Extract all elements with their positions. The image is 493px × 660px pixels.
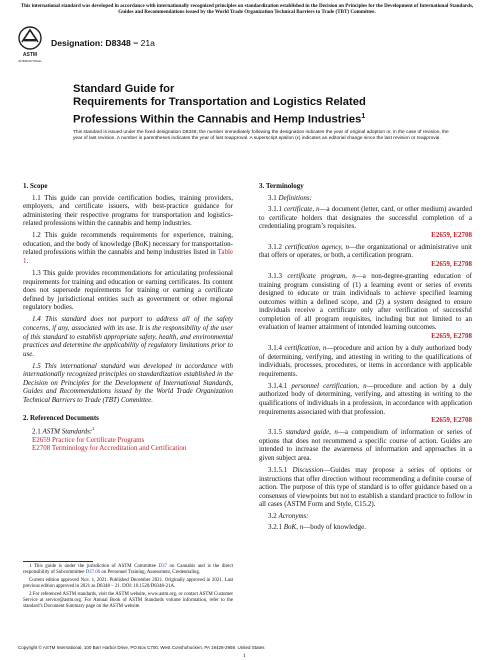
term-personnel-certification-ref[interactable]: E2659, E2708 — [431, 416, 472, 425]
term-certification-agency: 3.1.2 certification agency, n—the organizational or administrative unit that offers or operates, or both, a certification program. — [259, 242, 473, 260]
ref-link-e2659[interactable]: E2659 — [32, 435, 51, 444]
term-personnel-certification: 3.1.4.1 personnel certification, n—procedure and action by a duly authorized body of determining, verifying, and attesting in writing to the qualifications of individuals in a profession, in accordance with application requirements associated with that profession. — [259, 381, 473, 416]
footnote-rule — [23, 561, 93, 562]
scope-1-4: 1.4 This standard does not purport to address all of the safety concerns, if any, associated with its use. It is the responsibility of the user of this standard to establish appropriate safety, health, and environmental practices and determine the applicability of regulatory limitations prior to use. — [23, 315, 233, 358]
term-certification-agency-ref[interactable]: E2659, E2708 — [431, 259, 472, 268]
acronyms-3-2: 3.2 Acronyms: — [268, 512, 309, 521]
issued-note: This standard is issued under the fixed designation D8348; the number immediately following the designation indicates the year of original adoption or, in the case of revision, the year of last revision. A number in parentheses indicates the year of last reapproval. A superscript epsilon (ε) indicates an editorial change since the last revision or reapproval. — [73, 130, 449, 142]
scope-1-2: 1.2 This guide recommends requirements for experience, training, education, and the body of knowledge (BoK) necessary for transportation-related professions within the cannabis and hemp industries listed in Table 1. — [23, 231, 233, 265]
term-certification: 3.1.4 certification, n—procedure and action by a duly authorized body of determining, verifying, and attesting in writing to the qualifications of individuals, processes, procedures, or items in accordance with applicable requirements. — [259, 344, 473, 378]
footnote-1: 1 This guide is under the jurisdiction of ASTM Committee D37 on Cannabis and is the direct responsibility of Subcommittee D37.06 on Personnel Training, Assessment, Credentialing. — [23, 564, 233, 575]
title-line-1: Standard Guide for — [73, 83, 175, 95]
designation-year: 21a — [140, 38, 155, 48]
term-certificate-program-ref[interactable]: E2659, E2708 — [431, 331, 472, 340]
wto-notice: This international standard was developed in accordance with internationally recognized principles on standardization established in the Decision on Principles for the Development of International Standards, Guides and Recommendations issued by the World Trade Organization Technical Barriers to Trade (TBT) Committee. — [20, 3, 474, 16]
ref-item-e2708: E2708 Terminology for Accreditation and Certification — [32, 444, 187, 453]
copyright-footer: Copyright © ASTM International, 100 Barr Harbor Drive, PO Box C700, West Conshohocken, PA 19428-2959. United States — [18, 645, 265, 650]
designation — [51, 38, 155, 48]
term-certificate: 3.1.1 certificate, n—a document (letter, card, or other medium) awarded to certificate holders that designates the successful completion of a credentialing program’s requisites. — [259, 205, 472, 231]
referenced-heading: 2. Referenced Documents — [23, 413, 99, 422]
designation-label: Designation: D8348 — [51, 38, 131, 48]
right-column — [259, 182, 472, 531]
d37-06-link[interactable]: D37.06 — [85, 570, 101, 575]
footnote-1-edition: Current edition approved Nov. 1, 2021. Published December 2021. Originally approved in 2021. Last previous edition approved in 2021 as D8348 – 21. DOI: 10.1520/D8348-21A. — [23, 578, 233, 589]
left-column — [23, 182, 233, 453]
logo-subtext: INTERNATIONAL — [18, 59, 42, 63]
document-title — [73, 83, 453, 127]
astm-international-logo — [18, 26, 42, 64]
ref-item-e2659: E2659 Practice for Certificate Programs — [32, 435, 145, 444]
scope-1-5: 1.5 This international standard was developed in accordance with internationally recognized principles on standardization established in the Decision on Principles for the Development of International Standards, Guides and Recommendations issued by the World Trade Organization Technical Barriers to Trade (TBT) Committee. — [23, 361, 233, 404]
page-number: 1 — [243, 653, 246, 659]
scope-1-3: 1.3 This guide provides recommendations for articulating professional requirements for training and education or earning certificates. Its content does not supersede requirements for training or earning a certificate defined by jurisdictional entities such as government or other regional regulatory bodies. — [23, 269, 233, 312]
designation-sep: − — [130, 38, 141, 48]
table-1-link[interactable]: Table 1 — [23, 248, 233, 265]
footnote-2: 2 For referenced ASTM standards, visit the ASTM website, www.astm.org, or contact ASTM Customer Service at service@astm.org. For Annual Book of ASTM Standards volume information, refer to the standard’s Document Summary page on the ASTM website. — [23, 592, 233, 609]
term-certificate-program: 3.1.3 certificate program, n—a non-degree-granting education of training program consisting of (1) a learning event or series of events designed to educate or train individuals to achieve specified learning outcomes within a defined scope, and (2) a system designed to ensure individuals receive a certificate only after verification of successful completion of all program requisites, including but not limited to an evaluation of learner attainment of intended learning outcomes. — [259, 272, 473, 332]
definitions-3-1: 3.1 Definitions: — [268, 193, 312, 202]
d37-link[interactable]: D37 — [158, 564, 167, 569]
title-footnote-mark: 1 — [361, 112, 366, 120]
referenced-2-1: 2.1 ASTM Standards:$^2$ — [32, 426, 95, 436]
footnotes — [23, 564, 233, 612]
scope-heading: 1. Scope — [23, 182, 48, 190]
title-line-3: Professions Within the Cannabis and Hemp Industries$^1$ — [73, 112, 366, 126]
ref-link-e2708[interactable]: E2708 — [32, 444, 51, 453]
title-line-2: Requirements for Transportation and Logistics Related — [73, 96, 366, 109]
term-bok: 3.2.1 BoK, n—body of knowledge. — [268, 522, 366, 531]
term-discussion: 3.1.5.1 Discussion—Guides may propose a series of options or instructions that offer direction without recommending a definite course of action. The purpose of this type of standard is to offer guidance based on a consensus of viewpoints but not to establish a standard practice to follow in all cases (ASTM Form and Style, C15.2). — [259, 465, 473, 509]
scope-1-1: 1.1 This guide can provide certification bodies, training providers, employers, and certificate issuers, with best-practice guidance for administering their respective programs for transportation and logistics-related professions within the cannabis and hemp industries. — [23, 193, 233, 228]
term-standard-guide: 3.1.5 standard guide, n—a compendium of information or series of options that does not recommend a specific course of action. Guides are intended to increase the awareness of information and approaches in a given subject area. — [259, 428, 473, 462]
term-certificate-ref[interactable]: E2659, E2708 — [431, 230, 472, 239]
logo-text: ASTM — [22, 52, 38, 58]
terminology-heading: 3. Terminology — [259, 182, 304, 190]
